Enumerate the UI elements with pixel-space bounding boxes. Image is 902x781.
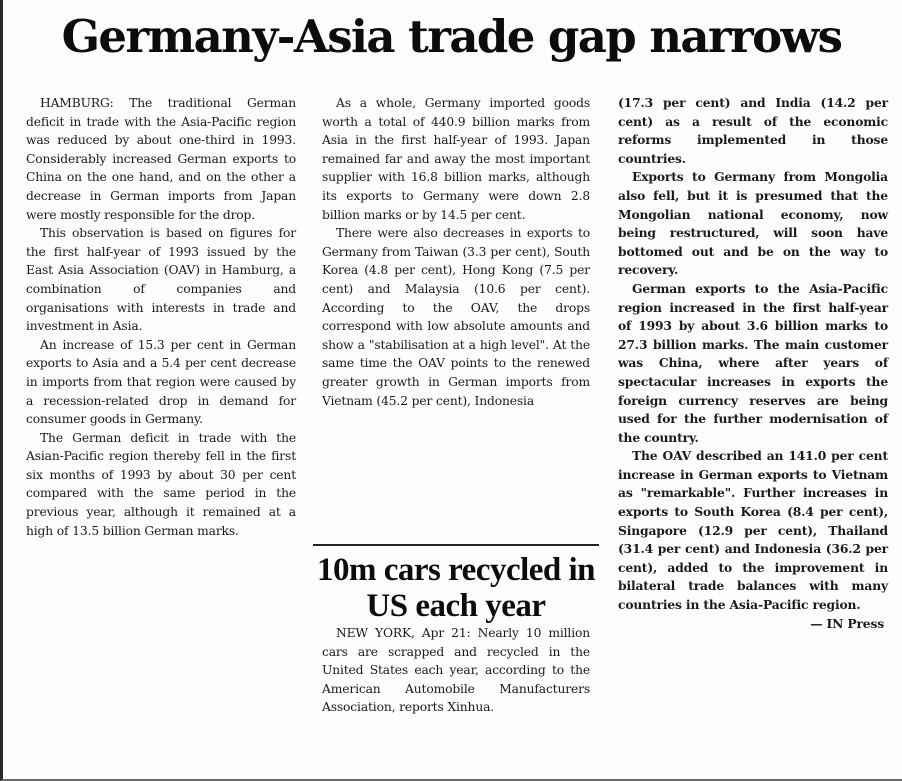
second-article-headline: 10m cars recycled in US each year [316,552,596,624]
headline: Germany-Asia trade gap narrows [61,10,842,63]
article-paragraph: Exports to Germany from Mongolia also fell, but it is presumed that the Mongolian national economy, now being restructured, will soon have bottomed out and be on the way to recovery. [618,169,888,278]
article-paragraph: NEW YORK, Apr 21: Nearly 10 million cars are scrapped and recycled in the United States each year, according to the American Automobile Manufacturers Association, reports Xinhua. [322,626,590,715]
article-paragraph: An increase of 15.3 per cent in German exports to Asia and a 5.4 per cent decrease in imports from that region were caused by a recession-related drop in demand for consumer goods in Germany. [26,337,296,427]
article-paragraph: (17.3 per cent) and India (14.2 per cent) as a result of the economic reforms implemented in those countries. [618,95,888,166]
article-column-2 [322,94,590,410]
article-paragraph: The OAV described an 141.0 per cent increase in German exports to Vietnam as "remarkable". Further increases in exports to South Korea (8.4 per cent), Singapore (12.9 per cent), Thailand (31.4 per cent) and Indonesia (36.2 per cent), added to the improvement in bilateral trade balances with many countries in the Asia-Pacific region. [618,448,888,613]
article-paragraph: The German deficit in trade with the Asian-Pacific region thereby fell in the first six months of 1993 by about 30 per cent compared with the same period in the previous year, although it remained at a high of 13.5 billion German marks. [26,430,296,538]
article-paragraph: There were also decreases in exports to Germany from Taiwan (3.3 per cent), South Korea (4.8 per cent), Hong Kong (7.5 per cent) and Malaysia (10.6 per cent). According to the OAV, the drops correspond with low absolute amounts and show a "stabilisation at a high level". At the same time the OAV points to the renewed greater growth in German imports from Vietnam (45.2 per cent), Indonesia [322,226,590,408]
article-paragraph: German exports to the Asia-Pacific region increased in the first half-year of 1993 by about 3.6 billion marks to 27.3 billion marks. The main customer was China, where after years of spectacular increases in exports the foreign currency reserves are being used for the further modernisation of the country. [618,280,888,445]
second-article-body [322,624,590,717]
article-credit: — IN Press [810,615,884,631]
article-column-1 [26,94,296,540]
second-article-header [313,544,599,624]
article-paragraph: As a whole, Germany imported goods worth a total of 440.9 billion marks from Asia in the first half-year of 1993. Japan remained far and away the most important supplier with 16.8 billion marks, although its exports to Germany were down 2.8 billion marks or by 14.5 per cent. [322,96,590,222]
article-column-3 [618,94,888,633]
article-paragraph: This observation is based on figures for the first half-year of 1993 issued by the East Asia Association (OAV) in Hamburg, a combination of companies and organisations with interests in trade and investment in Asia. [26,226,296,334]
article-paragraph: HAMBURG: The traditional German deficit in trade with the Asia-Pacific region was reduced by about one-third in 1993. Considerably increased German exports to China on the one hand, and on the other a decrease in German imports from Japan were mostly responsible for the drop. [26,96,296,222]
